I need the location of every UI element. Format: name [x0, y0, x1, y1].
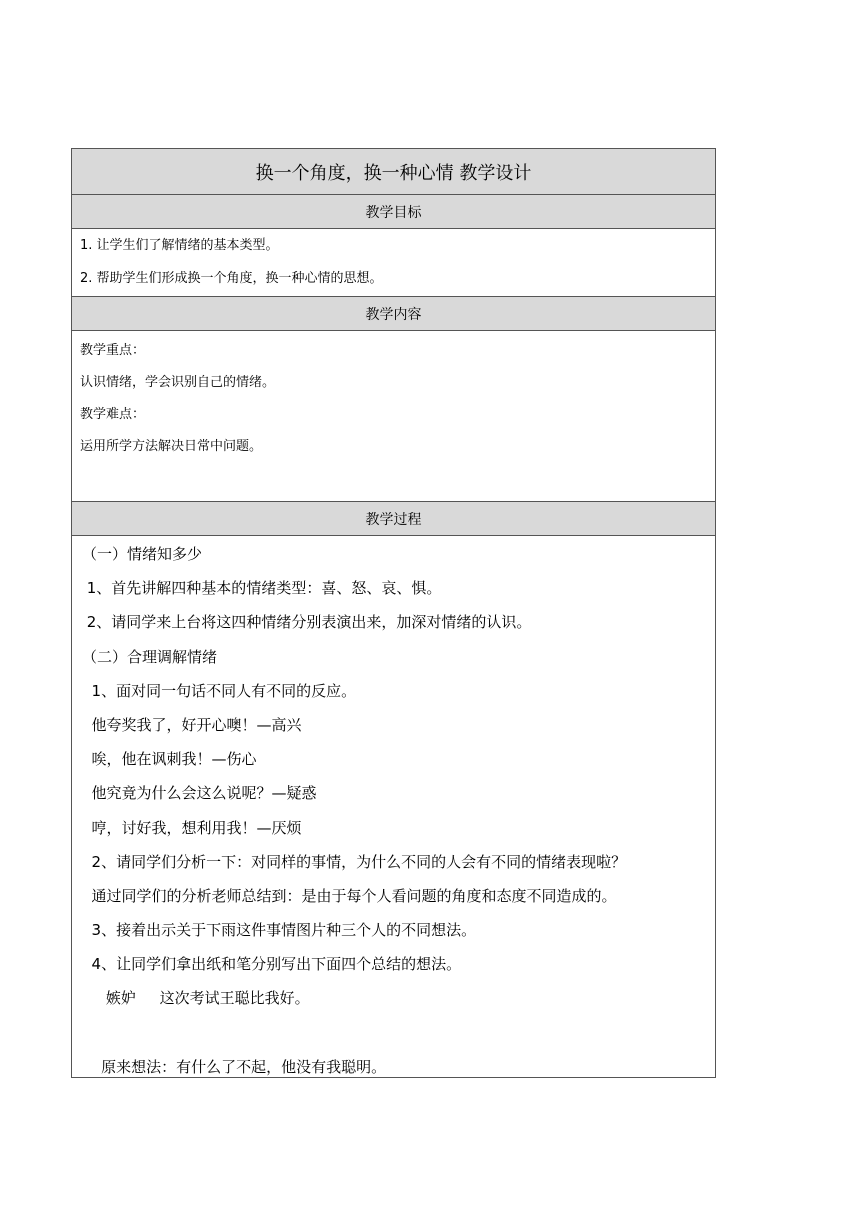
process-line-6: 他夸奖我了，好开心噢！—高兴	[82, 715, 302, 734]
content-body	[72, 331, 715, 502]
process-line-3: 2、请同学来上台将这四种情绪分别表演出来，加深对情绪的认识。	[82, 613, 532, 632]
process-line-9: 哼，讨好我，想利用我！—厌烦	[82, 818, 302, 837]
process-line-14: 嫉妒 这次考试王聪比我好。	[82, 989, 310, 1008]
content-header-text: 教学内容	[365, 306, 422, 323]
key-point-text: 认识情绪，学会识别自己的情绪。	[80, 375, 276, 390]
goals-body	[72, 229, 715, 297]
content-header	[72, 297, 715, 331]
process-line-13: 4、让同学们拿出纸和笔分别写出下面四个总结的想法。	[82, 955, 462, 974]
goals-header	[72, 195, 715, 229]
difficulty-text: 运用所学方法解决日常中问题。	[80, 439, 263, 454]
lesson-plan-table	[71, 148, 716, 1078]
process-line-1: （一）情绪知多少	[82, 545, 203, 563]
goal-item-1: 1. 让学生们了解情绪的基本类型。	[80, 238, 279, 253]
key-point-label: 教学重点：	[80, 343, 146, 358]
goals-header-text: 教学目标	[365, 204, 422, 221]
process-header-text: 教学过程	[365, 511, 422, 528]
difficulty-label: 教学难点：	[80, 407, 146, 422]
process-line-16: 原来想法：有什么了不起，他没有我聪明。	[82, 1057, 387, 1076]
goal-item-2: 2. 帮助学生们形成换一个角度，换一种心情的思想。	[80, 271, 383, 286]
process-line-12: 3、接着出示关于下雨这件事情图片种三个人的不同想法。	[82, 921, 477, 940]
document-title-text: 换一个角度，换一种心情 教学设计	[255, 162, 532, 184]
process-line-11: 通过同学们的分析老师总结到：是由于每个人看问题的角度和态度不同造成的。	[82, 886, 617, 905]
process-line-5: 1、面对同一句话不同人有不同的反应。	[82, 681, 357, 700]
process-line-8: 他究竟为什么会这么说呢？—疑惑	[82, 784, 317, 803]
process-body	[72, 536, 715, 1077]
document-title	[72, 149, 715, 195]
process-line-4: （二）合理调解情绪	[82, 647, 218, 666]
process-line-7: 唉，他在讽刺我！—伤心	[82, 750, 257, 769]
process-header	[72, 502, 715, 536]
process-line-10: 2、请同学们分析一下：对同样的事情，为什么不同的人会有不同的情绪表现啦？	[82, 852, 627, 871]
process-line-15	[82, 1017, 715, 1051]
process-line-2: 1、首先讲解四种基本的情绪类型：喜、怒、哀、惧。	[82, 579, 442, 598]
